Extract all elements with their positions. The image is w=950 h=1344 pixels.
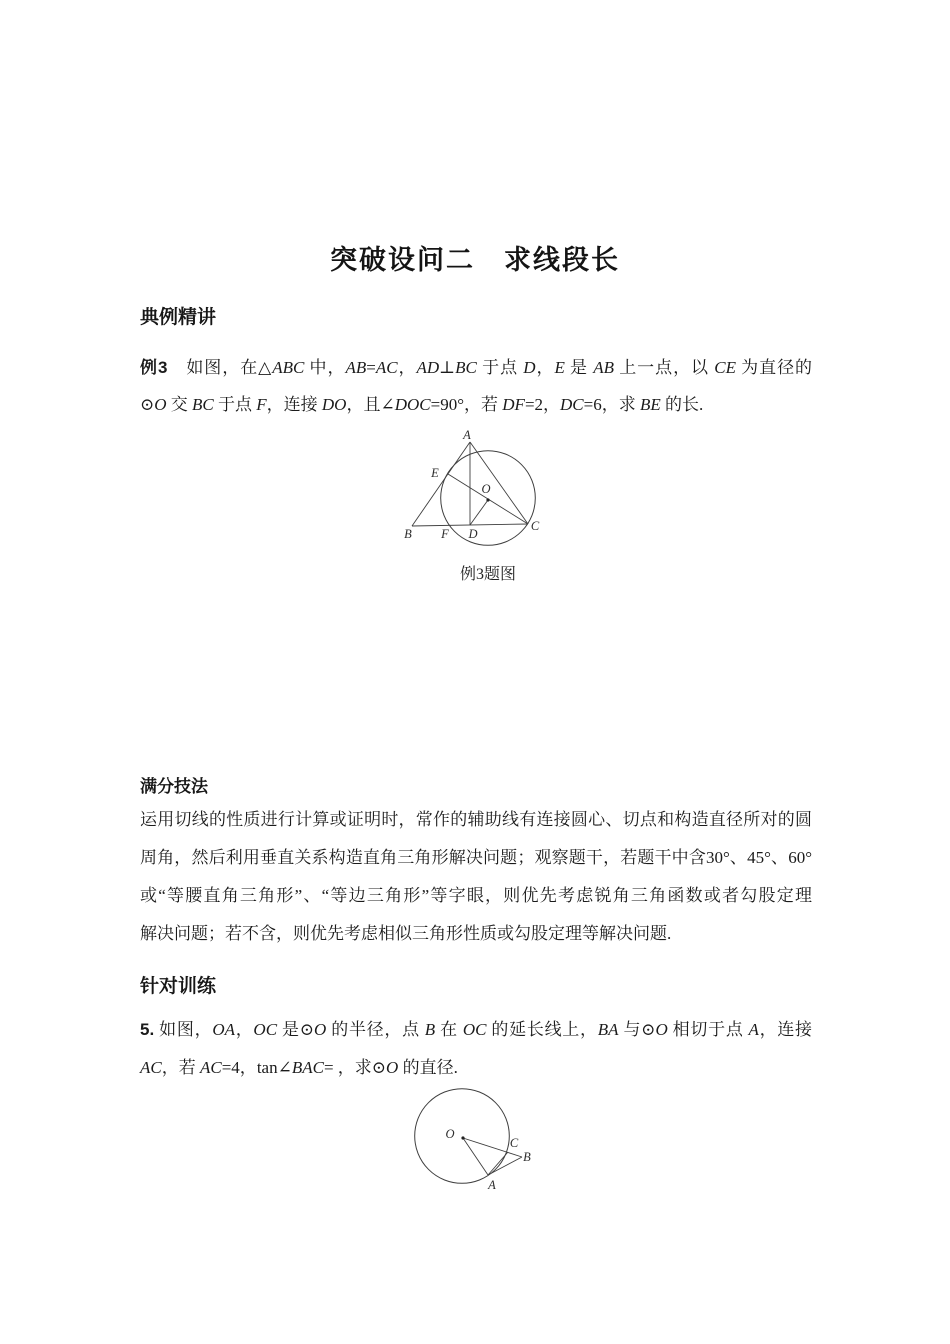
line-AC [488,1152,508,1175]
technique-text-line-4: 解决问题；若不含，则优先考虑相似三角形性质或勾股定理等解决问题. [140,924,672,943]
example3-text-line-2: ⊙O 交 BC 于点 F，连接 DO，且∠DOC=90°，若 DF=2，DC=6，求 BE 的长. [140,395,704,414]
circle-O [415,1089,510,1184]
section-heading-technique: 满分技法 [140,777,208,796]
line-AB [488,1157,522,1175]
figure-problem5 [408,1086,548,1204]
technique-text-line-3: 或“等腰直角三角形”、“等边三角形”等字眼，则优先考虑锐角三角函数或者勾股定理 [140,886,812,905]
line-OA [463,1138,488,1175]
point-label-O: O [481,482,491,496]
point-label-F: F [441,527,449,541]
section-heading-classic-examples: 典例精讲 [140,307,217,328]
technique-text-line-1: 运用切线的性质进行计算或证明时，常作的辅助线有连接圆心、切点和构造直径所对的圆 [140,810,812,829]
point-label-C: C [509,1136,519,1150]
example3-text-line-1: 例3 如图，在△ABC 中，AB=AC，AD⊥BC 于点 D，E 是 AB 上一点，以 CE 为直径的 [140,358,813,377]
point-label-B: B [404,527,412,541]
point-label-B: B [523,1150,531,1164]
figure-example3-caption: 例3题图 [459,566,516,583]
problem5-text-line-2: AC，若 AC=4，tan∠BAC= ，求⊙O 的直径. [140,1058,458,1077]
point-label-D: D [468,527,478,541]
problem5-text-line-1: 5. 如图，OA，OC 是⊙O 的半径，点 B 在 OC 的延长线上，BA 与⊙O 相切于点 A，连接 [140,1020,813,1039]
section-heading-training: 针对训练 [140,976,217,997]
figure-example3 [393,426,568,566]
line-AC [470,442,528,524]
point-label-A: A [463,428,471,442]
point-label-C: C [530,519,540,533]
point-label-E: E [431,466,439,480]
line-BA [412,442,470,526]
line-DO [470,500,488,525]
page-title: 突破设问二 求线段长 [330,245,620,275]
technique-text-line-2: 周角，然后利用垂直关系构造直角三角形解决问题；观察题干，若题干中含30°、45°、60° [140,848,812,867]
center-dot-O [486,498,489,501]
point-label-A: A [488,1178,496,1192]
point-label-O: O [445,1127,455,1141]
circle-O [441,451,536,546]
center-dot-O [461,1136,464,1139]
